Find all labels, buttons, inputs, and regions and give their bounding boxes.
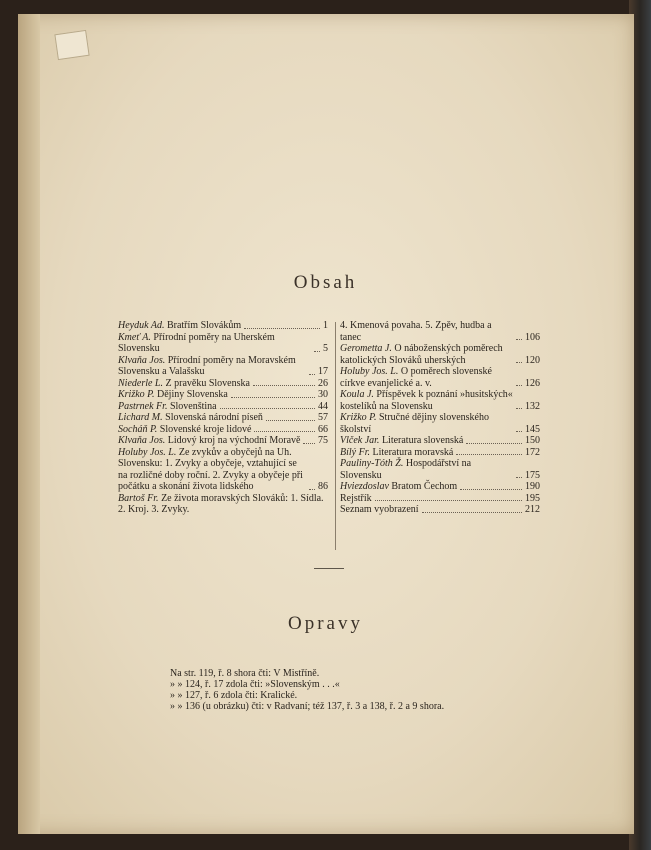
- toc-page-number: 106: [525, 331, 540, 343]
- toc-page-number: 175: [525, 469, 540, 481]
- toc-page-number: 44: [318, 400, 328, 412]
- toc-page-number: 212: [525, 504, 540, 515]
- toc-left-column: [118, 320, 328, 516]
- dot-leader: [422, 512, 522, 513]
- toc-entry: [340, 412, 540, 435]
- toc-entry-title: Seznam vyobrazení: [340, 504, 419, 515]
- toc-entry: [340, 320, 540, 343]
- toc-entry-title: Příspěvek k poznání »husitských« kostelíků na Slovensku: [340, 389, 513, 412]
- errata-line: » » 127, ř. 6 zdola čti: Kralické.: [170, 690, 298, 701]
- toc-author: Niederle L.: [118, 377, 163, 389]
- toc-entry-title: Hospodářství na Slovensku: [340, 458, 472, 481]
- toc-entry: [118, 412, 328, 424]
- dot-leader: [309, 374, 315, 375]
- errata-line: Na str. 119, ř. 8 shora čti: V Mistříně.: [170, 668, 320, 679]
- dot-leader: [516, 339, 522, 340]
- dot-leader: [231, 397, 315, 398]
- toc-entry: [340, 458, 540, 481]
- errata-line: » » 124, ř. 17 zdola čti: »Slovenským . . .«: [170, 679, 340, 690]
- toc-entry-title: O náboženských poměrech katolických Slováků uherských: [340, 343, 503, 366]
- dot-leader: [375, 500, 522, 501]
- dot-leader: [456, 454, 522, 455]
- toc-entry: [118, 389, 328, 401]
- dot-leader: [244, 328, 320, 329]
- toc-entry: [340, 435, 540, 447]
- toc-author: Križko P.: [118, 389, 155, 400]
- toc-entry-title: 4. Kmenová povaha. 5. Zpěv, hudba a tanec: [340, 320, 492, 343]
- dot-leader: [516, 362, 522, 363]
- toc-entry: [118, 320, 328, 332]
- toc-page-number: 86: [318, 481, 328, 492]
- dot-leader: [303, 443, 315, 444]
- dot-leader: [220, 408, 315, 409]
- errata-line: » » 136 (u obrázku) čti: v Radvaní; též 137, ř. 3 a 138, ř. 2 a 9 shora.: [170, 701, 445, 712]
- toc-entry-title: Dějiny Slovenska: [157, 389, 228, 400]
- toc-entry-title: Bratom Čechom: [391, 481, 458, 492]
- toc-entry: [340, 343, 540, 366]
- toc-entry-title: Bratřím Slovákům: [166, 320, 242, 331]
- toc-page-number: 126: [525, 377, 540, 389]
- toc-page-number: 132: [525, 400, 540, 412]
- toc-entry: [340, 481, 540, 493]
- folded-corner: [54, 30, 89, 60]
- toc-page-number: 190: [525, 481, 540, 492]
- toc-entry: [340, 366, 540, 389]
- toc-author: Kmeť A.: [118, 331, 151, 343]
- toc-entry-title: O poměrech slovenské církve evanjelické a. v.: [340, 366, 492, 389]
- toc-right-column: [340, 320, 540, 516]
- toc-author: Pastrnek Fr.: [118, 400, 168, 412]
- toc-page-number: 5: [323, 343, 328, 354]
- toc-entry-title: Ze zvykův a obyčejů na Uh. Slovensku: 1. Zvyky a obyčeje, vztahující se na rozličné doby roční. 2. Zvyky a obyčeje při počátku a skonání života lidského: [118, 446, 303, 492]
- errata-title: Opravy: [288, 613, 363, 634]
- toc-entry: [340, 493, 540, 505]
- toc-entry-title: Slovenská národní píseň: [165, 412, 263, 423]
- toc-page-number: 195: [525, 492, 540, 504]
- toc-entry-title: Rejstřík: [340, 492, 372, 504]
- toc-entry-title: Slovenské kroje lidové: [159, 423, 252, 435]
- toc-entry: [118, 355, 328, 378]
- toc-page-number: 66: [318, 423, 328, 435]
- toc-entry-title: Lidový kroj na východní Moravě: [167, 435, 301, 446]
- toc-author: Klvaňa Jos.: [118, 435, 166, 446]
- toc-entry: [118, 447, 328, 493]
- toc-author: Vlček Jar.: [340, 435, 380, 446]
- toc-author: Klvaňa Jos.: [118, 354, 166, 366]
- toc-entry-title: Přírodní poměry na Uherském Slovensku: [118, 331, 275, 354]
- toc-page-number: 75: [318, 435, 328, 446]
- toc-page-number: 1: [323, 320, 328, 331]
- toc-author: Gerometta J.: [340, 343, 392, 354]
- dot-leader: [516, 385, 522, 386]
- toc-entry: [340, 447, 540, 459]
- dot-leader: [253, 385, 315, 386]
- toc-author: Hviezdoslav: [340, 481, 389, 492]
- toc-page-number: 57: [318, 412, 328, 423]
- toc-entry-title: Literatura slovenská: [381, 435, 464, 446]
- toc-author: Holuby Jos. L.: [118, 446, 177, 458]
- toc-author: Holuby Jos. L.: [340, 366, 399, 377]
- toc-author: Socháň P.: [118, 423, 158, 435]
- toc-author: Bílý Fr.: [340, 446, 370, 458]
- toc-title: Obsah: [293, 272, 358, 293]
- toc-entry: [340, 504, 540, 516]
- page-gutter: [18, 14, 40, 834]
- toc-page-number: 172: [525, 446, 540, 458]
- toc-page-number: 30: [318, 389, 328, 400]
- toc-entry: [118, 332, 328, 355]
- dot-leader: [516, 431, 522, 432]
- errata-list: [170, 668, 444, 712]
- toc-entry: [118, 424, 328, 436]
- toc-entry-title: Z pravěku Slovenska: [165, 377, 250, 389]
- dot-leader: [314, 351, 320, 352]
- dot-leader: [309, 489, 315, 490]
- toc-entry: [118, 435, 328, 447]
- toc-entry: [340, 389, 540, 412]
- toc-page-number: 120: [525, 354, 540, 366]
- toc-author: Pauliny-Tóth Ž.: [340, 458, 404, 469]
- toc-author: Koula J.: [340, 389, 374, 400]
- dot-leader: [266, 420, 315, 421]
- toc-entry-title: Ze života moravských Slováků: 1. Sídla. 2. Kroj. 3. Zvyky.: [118, 492, 324, 515]
- toc-entry: [118, 378, 328, 390]
- toc-author: Heyduk Ad.: [118, 320, 165, 331]
- toc-entry-title: Literatura moravská: [372, 446, 454, 458]
- toc-entry-title: Přírodní poměry na Moravském Slovensku a Valašsku: [118, 354, 296, 377]
- toc-author: Lichard M.: [118, 412, 163, 423]
- dot-leader: [516, 408, 522, 409]
- toc-entry: [118, 493, 328, 516]
- column-divider: [335, 322, 336, 550]
- dot-leader: [254, 431, 315, 432]
- toc-entry-title: Slovenština: [169, 400, 217, 412]
- toc-author: Bartoš Fr.: [118, 492, 159, 504]
- toc-page-number: 145: [525, 423, 540, 435]
- toc-author: Križko P.: [340, 412, 377, 423]
- toc-page-number: 150: [525, 435, 540, 446]
- toc-entry: [118, 401, 328, 413]
- dot-leader: [460, 489, 522, 490]
- toc-page-number: 26: [318, 377, 328, 389]
- toc-page-number: 17: [318, 366, 328, 377]
- dot-leader: [466, 443, 522, 444]
- dot-leader: [516, 477, 522, 478]
- toc-entry-title: Stručné dějiny slovenského školství: [340, 412, 489, 435]
- section-separator: [314, 568, 344, 569]
